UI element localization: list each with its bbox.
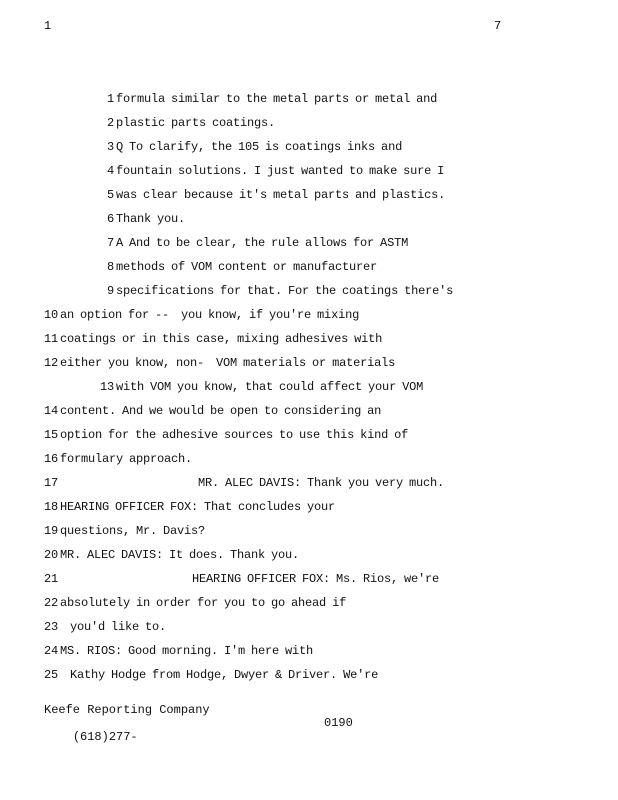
line-text: fountain solutions. I just wanted to make sure I (116, 164, 445, 178)
transcript-line-8 (107, 260, 377, 274)
transcript-line-17 (44, 476, 444, 490)
transcript-line-25 (44, 668, 378, 682)
transcript-line-24 (44, 644, 313, 658)
line-text: formulary approach. (60, 452, 193, 466)
line-text: Kathy Hodge from Hodge, Dwyer & Driver. We're (70, 668, 379, 682)
line-number: 3 (107, 140, 115, 154)
transcript-line-13 (100, 380, 423, 394)
transcript-line-14 (44, 404, 381, 418)
line-text: absolutely in order for you to go ahead if (60, 596, 347, 610)
line-text: Q To clarify, the 105 is coatings inks and (116, 140, 403, 154)
line-text: Thank you. (116, 212, 186, 226)
line-number: 14 (44, 404, 59, 418)
transcript-line-22 (44, 596, 346, 610)
line-number: 11 (44, 332, 59, 346)
line-number: 22 (44, 596, 59, 610)
transcript-line-19 (44, 524, 205, 538)
line-number: 1 (107, 92, 115, 106)
line-text: methods of VOM content or manufacturer (116, 260, 378, 274)
line-number: 24 (44, 644, 59, 658)
line-number: 8 (107, 260, 115, 274)
line-text: MR. ALEC DAVIS: It does. Thank you. (60, 548, 300, 562)
line-text: you'd like to. (70, 620, 167, 634)
line-number: 18 (44, 500, 59, 514)
line-text: an option for -- you know, if you're mixing (60, 308, 360, 322)
line-text: formula similar to the metal parts or metal and (116, 92, 438, 106)
footer-phone-prefix: (618)277- (72, 730, 138, 744)
transcript-line-23 (44, 620, 166, 634)
line-number: 6 (107, 212, 115, 226)
transcript-line-5 (107, 188, 445, 202)
line-number: 10 (44, 308, 59, 322)
transcript-line-20 (44, 548, 299, 562)
line-number: 20 (44, 548, 59, 562)
line-text: MR. ALEC DAVIS: Thank you very much. (198, 476, 445, 490)
page-number-left: 1 (44, 19, 52, 33)
line-text: coatings or in this case, mixing adhesives with (60, 332, 383, 346)
line-number: 21 (44, 572, 59, 586)
transcript-line-21 (44, 572, 439, 586)
line-text: content. And we would be open to considering an (60, 404, 382, 418)
line-number: 25 (44, 668, 59, 682)
line-text: A And to be clear, the rule allows for ASTM (116, 236, 409, 250)
line-text: with VOM you know, that could affect your VOM (116, 380, 424, 394)
transcript-line-12 (44, 356, 395, 370)
line-number: 16 (44, 452, 59, 466)
transcript-line-6 (107, 212, 185, 226)
transcript-line-3 (107, 140, 402, 154)
line-number: 4 (107, 164, 115, 178)
line-text: questions, Mr. Davis? (60, 524, 206, 538)
line-text: either you know, non- VOM materials or materials (60, 356, 396, 370)
line-number: 7 (107, 236, 115, 250)
transcript-line-16 (44, 452, 192, 466)
line-number: 17 (44, 476, 59, 490)
footer-company: Keefe Reporting Company (44, 703, 210, 717)
line-number: 15 (44, 428, 59, 442)
line-number: 12 (44, 356, 59, 370)
line-number: 23 (44, 620, 59, 634)
transcript-line-18 (44, 500, 335, 514)
transcript-line-7 (107, 236, 408, 250)
transcript-line-10 (44, 308, 359, 322)
line-text: HEARING OFFICER FOX: Ms. Rios, we're (192, 572, 440, 586)
line-text: specifications for that. For the coatings there's (116, 284, 454, 298)
transcript-line-9 (107, 284, 453, 298)
line-text: MS. RIOS: Good morning. I'm here with (60, 644, 314, 658)
line-number: 5 (107, 188, 115, 202)
line-number: 2 (107, 116, 115, 130)
transcript-line-15 (44, 428, 408, 442)
line-text: option for the adhesive sources to use this kind of (60, 428, 409, 442)
line-number: 9 (107, 284, 115, 298)
footer-phone-suffix: 0190 (324, 716, 353, 730)
transcript-line-1 (107, 92, 437, 106)
page-number-right: 7 (494, 19, 502, 33)
line-text: HEARING OFFICER FOX: That concludes your (60, 500, 336, 514)
footer-phone (44, 716, 353, 772)
transcript-line-2 (107, 116, 275, 130)
line-text: plastic parts coatings. (116, 116, 276, 130)
line-number: 19 (44, 524, 59, 538)
transcript-line-4 (107, 164, 444, 178)
line-text: was clear because it's metal parts and plastics. (116, 188, 446, 202)
line-number: 13 (100, 380, 115, 394)
transcript-line-11 (44, 332, 382, 346)
